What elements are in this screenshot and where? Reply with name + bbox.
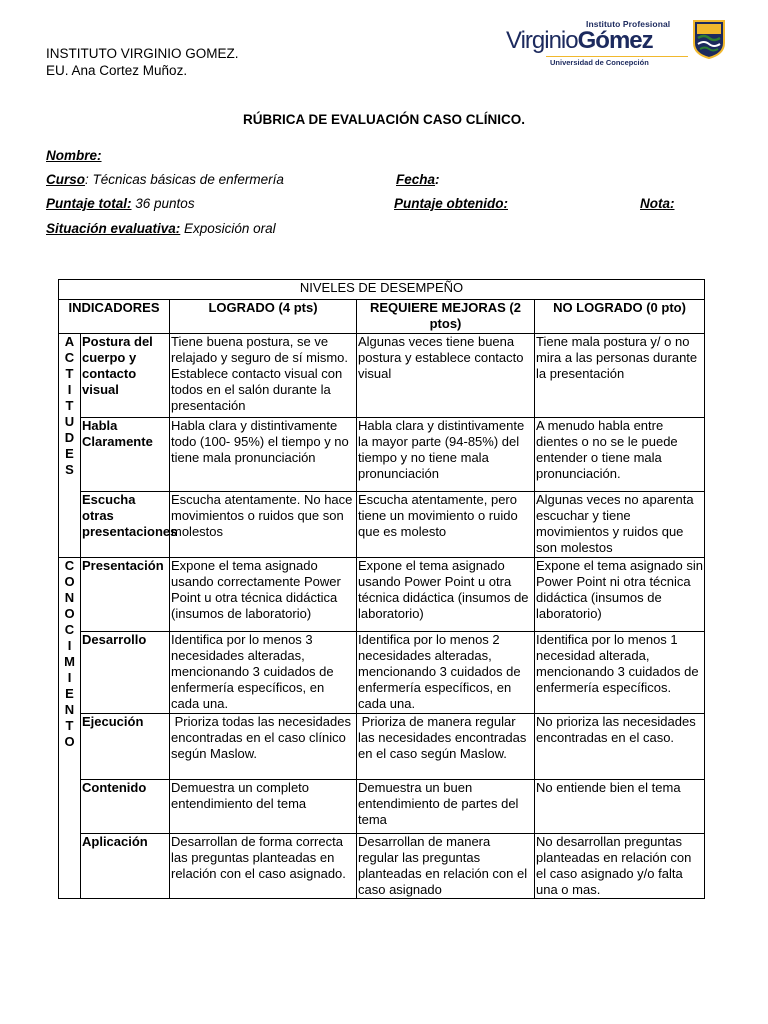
no-logrado-cell: Algunas veces no aparenta escuchar y tiene movimientos y ruidos que son molestos — [535, 492, 705, 558]
category-letter: U — [64, 414, 75, 429]
indicator-cell: Contenido — [81, 780, 170, 834]
indicator-cell: Ejecución — [81, 714, 170, 780]
category-letter: O — [64, 574, 75, 589]
category-letter: D — [64, 430, 75, 445]
no-logrado-cell: Expone el tema asignado sin Power Point ni otra técnica didáctica (insumos de laboratorio) — [535, 558, 705, 632]
category-letter: I — [67, 638, 72, 653]
indicator-cell: Presentación — [81, 558, 170, 632]
logo-name-second: Gómez — [577, 27, 653, 54]
category-letter: S — [65, 462, 74, 477]
table-row — [59, 492, 705, 558]
logrado-cell: Identifica por lo menos 3 necesidades alteradas, mencionando 3 cuidados de enfermería específicos, en cada una. — [170, 632, 357, 714]
category-cell — [59, 334, 81, 558]
logo-divider — [546, 56, 688, 57]
table-row — [59, 334, 705, 418]
logrado-cell: Prioriza todas las necesidades encontradas en el caso clínico según Maslow. — [170, 714, 357, 780]
table-row — [59, 834, 705, 899]
indicator-cell: Desarrollo — [81, 632, 170, 714]
shield-icon — [692, 19, 726, 59]
nombre-label: Nombre: — [46, 148, 102, 163]
header-requiere: REQUIERE MEJORAS (2 ptos) — [357, 300, 535, 334]
category-letter: E — [65, 686, 74, 701]
category-letter: T — [65, 366, 74, 381]
institution-name: INSTITUTO VIRGINIO GOMEZ. — [46, 46, 239, 61]
category-cell — [59, 558, 81, 899]
header-no-logrado: NO LOGRADO (0 pto) — [535, 300, 705, 334]
curso-field — [46, 172, 284, 187]
fecha-colon: : — [435, 172, 440, 187]
requiere-cell: Habla clara y distintivamente la mayor parte (94-85%) del tiempo y no tiene mala pronunciación — [357, 418, 535, 492]
no-logrado-cell: Identifica por lo menos 1 necesidad alterada, mencionando 3 cuidados de enfermería específicos. — [535, 632, 705, 714]
puntaje-obtenido-field — [394, 196, 508, 211]
indicator-cell: Aplicación — [81, 834, 170, 899]
table-row — [59, 632, 705, 714]
puntaje-obtenido-label: Puntaje obtenido: — [394, 196, 508, 211]
puntaje-total-label: Puntaje total: — [46, 196, 132, 211]
logo-subtitle: Universidad de Concepción — [550, 58, 649, 67]
indicator-cell: Habla Claramente — [81, 418, 170, 492]
document-title: RÚBRICA DE EVALUACIÓN CASO CLÍNICO. — [242, 112, 525, 127]
fecha-label: Fecha — [396, 172, 436, 187]
puntaje-total-value: 36 puntos — [131, 196, 195, 211]
curso-label: Curso — [46, 172, 86, 187]
puntaje-total-field — [46, 196, 195, 211]
logrado-cell: Expone el tema asignado usando correctamente Power Point u otra técnica didáctica (insumos de laboratorio) — [170, 558, 357, 632]
logrado-cell: Demuestra un completo entendimiento del tema — [170, 780, 357, 834]
no-logrado-cell: A menudo habla entre dientes o no se le puede entender o tiene mala pronunciación. — [535, 418, 705, 492]
table-caption: NIVELES DE DESEMPEÑO — [59, 280, 705, 300]
requiere-cell: Escucha atentamente, pero tiene un movimiento o ruido que es molesto — [357, 492, 535, 558]
logo-top-text: Instituto Profesional — [586, 19, 671, 29]
no-logrado-cell: Tiene mala postura y/ o no mira a las personas durante la presentación — [535, 334, 705, 418]
category-letter: T — [65, 718, 74, 733]
situacion-field — [46, 221, 276, 236]
requiere-cell: Algunas veces tiene buena postura y establece contacto visual — [357, 334, 535, 418]
category-letter: I — [67, 382, 72, 397]
requiere-cell: Identifica por lo menos 2 necesidades alteradas, mencionando 3 cuidados de enfermería específicos, en cada una. — [357, 632, 535, 714]
nota-field — [640, 196, 675, 211]
indicator-cell: Postura del cuerpo y contacto visual — [81, 334, 170, 418]
logo-wordmark — [506, 27, 653, 55]
category-letter: O — [64, 734, 75, 749]
category-letter: O — [64, 606, 75, 621]
indicator-cell: Escucha otras presentaciones — [81, 492, 170, 558]
caption-row — [59, 280, 705, 300]
requiere-cell: Desarrollan de manera regular las preguntas planteadas en relación con el caso asignado — [357, 834, 535, 899]
fecha-field — [396, 172, 440, 187]
logrado-cell: Desarrollan de forma correcta las preguntas planteadas en relación con el caso asignado. — [170, 834, 357, 899]
no-logrado-cell: No prioriza las necesidades encontradas en el caso. — [535, 714, 705, 780]
curso-value: : Técnicas básicas de enfermería — [85, 172, 284, 187]
requiere-cell: Demuestra un buen entendimiento de partes del tema — [357, 780, 535, 834]
rubric-table — [58, 279, 705, 899]
category-letter: M — [64, 654, 75, 669]
category-letter: N — [64, 702, 75, 717]
logo-name-first: Virginio — [506, 27, 578, 54]
category-letter: C — [64, 350, 75, 365]
institution-logo — [506, 16, 726, 67]
table-row — [59, 418, 705, 492]
no-logrado-cell: No entiende bien el tema — [535, 780, 705, 834]
category-letter: E — [65, 446, 74, 461]
requiere-cell: Prioriza de manera regular las necesidades encontradas en el caso según Maslow. — [357, 714, 535, 780]
category-letter: N — [64, 590, 75, 605]
category-letter: T — [65, 398, 74, 413]
logrado-cell: Habla clara y distintivamente todo (100- 95%) el tiempo y no tiene mala pronunciación — [170, 418, 357, 492]
situacion-value: Exposición oral — [180, 221, 276, 236]
no-logrado-cell: No desarrollan preguntas planteadas en relación con el caso asignado y/o falta una o mas. — [535, 834, 705, 899]
table-row — [59, 558, 705, 632]
logrado-cell: Escucha atentamente. No hace movimientos o ruidos que son molestos — [170, 492, 357, 558]
header-indicadores: INDICADORES — [59, 300, 170, 334]
requiere-cell: Expone el tema asignado usando Power Point u otra técnica didáctica (insumos de laboratorio) — [357, 558, 535, 632]
header-logrado: LOGRADO (4 pts) — [170, 300, 357, 334]
category-letter: I — [67, 670, 72, 685]
logrado-cell: Tiene buena postura, se ve relajado y seguro de sí mismo. Establece contacto visual con todos en el salón durante la presentación — [170, 334, 357, 418]
category-letter: C — [64, 558, 75, 573]
table-row — [59, 714, 705, 780]
category-letter: C — [64, 622, 75, 637]
table-row — [59, 780, 705, 834]
situacion-label: Situación evaluativa: — [46, 221, 181, 236]
header-row — [59, 300, 705, 334]
nota-label: Nota: — [640, 196, 675, 211]
category-letter: A — [64, 334, 75, 349]
nombre-field — [46, 148, 102, 163]
author-name: EU. Ana Cortez Muñoz. — [46, 63, 188, 78]
